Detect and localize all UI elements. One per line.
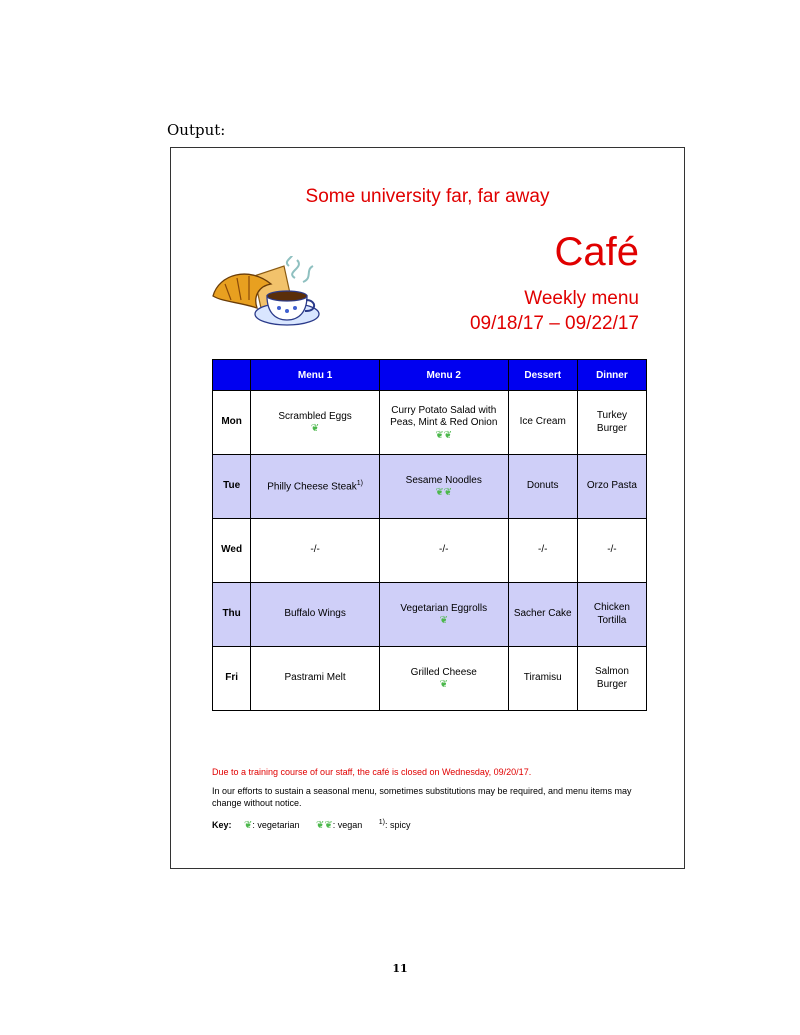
dinner-cell: Salmon Burger [577, 647, 646, 711]
dish-name: Vegetarian Eggrolls [400, 602, 488, 614]
date-range: 09/18/17 – 09/22/17 [469, 313, 639, 334]
dinner-cell: -/- [577, 519, 646, 583]
key-vegetarian-label: : vegetarian [252, 820, 300, 830]
menu1-cell: Buffalo Wings [251, 583, 380, 647]
dish-name: Philly Cheese Steak [267, 480, 357, 492]
dessert-cell: Sacher Cake [508, 583, 577, 647]
day-cell: Mon [213, 391, 251, 455]
menu-table-header [213, 360, 647, 391]
legend-key [212, 819, 425, 831]
table-row [213, 391, 647, 455]
vegan-leaf-icon: ❦❦ [435, 429, 453, 441]
menu1-cell [251, 391, 380, 455]
menu1-cell: -/- [251, 519, 380, 583]
menu2-cell [379, 391, 508, 455]
weekly-menu-label: Weekly menu [524, 288, 639, 309]
dinner-cell: Orzo Pasta [577, 455, 646, 519]
menu1-cell: Pastrami Melt [251, 647, 380, 711]
vegetarian-leaf-icon: ❦ [310, 423, 320, 435]
key-label: Key: [212, 820, 232, 830]
vegan-leaf-icon: ❦❦ [435, 487, 453, 499]
day-cell: Wed [213, 519, 251, 583]
spicy-footnote-mark: 1) [356, 479, 363, 487]
key-spicy-label: : spicy [385, 820, 411, 830]
closure-notice: Due to a training course of our staff, the café is closed on Wednesday, 09/20/17. [212, 767, 532, 777]
output-label: Output: [167, 121, 226, 139]
column-header: Dinner [577, 360, 646, 391]
dessert-cell: Ice Cream [508, 391, 577, 455]
vegetarian-leaf-icon: ❦ [439, 679, 448, 691]
vegan-leaf-icon: ❦❦ [315, 820, 333, 831]
day-cell: Tue [213, 455, 251, 519]
menu-frame [170, 147, 685, 869]
table-row [213, 647, 647, 711]
dessert-cell: Donuts [508, 455, 577, 519]
column-header [213, 360, 251, 391]
dinner-cell: Chicken Tortilla [577, 583, 646, 647]
menu2-cell [379, 455, 508, 519]
dinner-cell: Turkey Burger [577, 391, 646, 455]
key-vegetarian [244, 820, 299, 830]
dish-name: Scrambled Eggs [278, 410, 352, 422]
dish-name: Grilled Cheese [410, 666, 477, 678]
cafe-title: Café [554, 230, 639, 274]
menu-table [212, 359, 647, 711]
menu1-cell [251, 455, 380, 519]
key-vegan-label: : vegan [332, 820, 363, 830]
column-header: Menu 1 [251, 360, 380, 391]
dish-name: Curry Potato Salad with Peas, Mint & Red Onion [390, 404, 498, 428]
day-cell: Thu [213, 583, 251, 647]
key-vegan [316, 820, 362, 830]
seasonal-note: In our efforts to sustain a seasonal menu, sometimes substitutions may be required, and menu items may change without notice. [212, 786, 632, 809]
table-row [213, 519, 647, 583]
menu2-cell [379, 583, 508, 647]
table-row [213, 583, 647, 647]
dessert-cell: -/- [508, 519, 577, 583]
page-number: 11 [392, 962, 408, 975]
day-cell: Fri [213, 647, 251, 711]
column-header: Dessert [508, 360, 577, 391]
table-row [213, 455, 647, 519]
dessert-cell: Tiramisu [508, 647, 577, 711]
spicy-footnote-mark: 1) [378, 819, 386, 826]
key-spicy [379, 820, 411, 830]
menu2-cell: -/- [379, 519, 508, 583]
dish-name: Sesame Noodles [405, 474, 482, 486]
menu2-cell [379, 647, 508, 711]
column-header: Menu 2 [379, 360, 508, 391]
coffee-croissant-icon [209, 256, 321, 330]
university-name: Some university far, far away [305, 186, 550, 207]
vegetarian-leaf-icon: ❦ [244, 820, 253, 831]
vegetarian-leaf-icon: ❦ [439, 615, 448, 627]
